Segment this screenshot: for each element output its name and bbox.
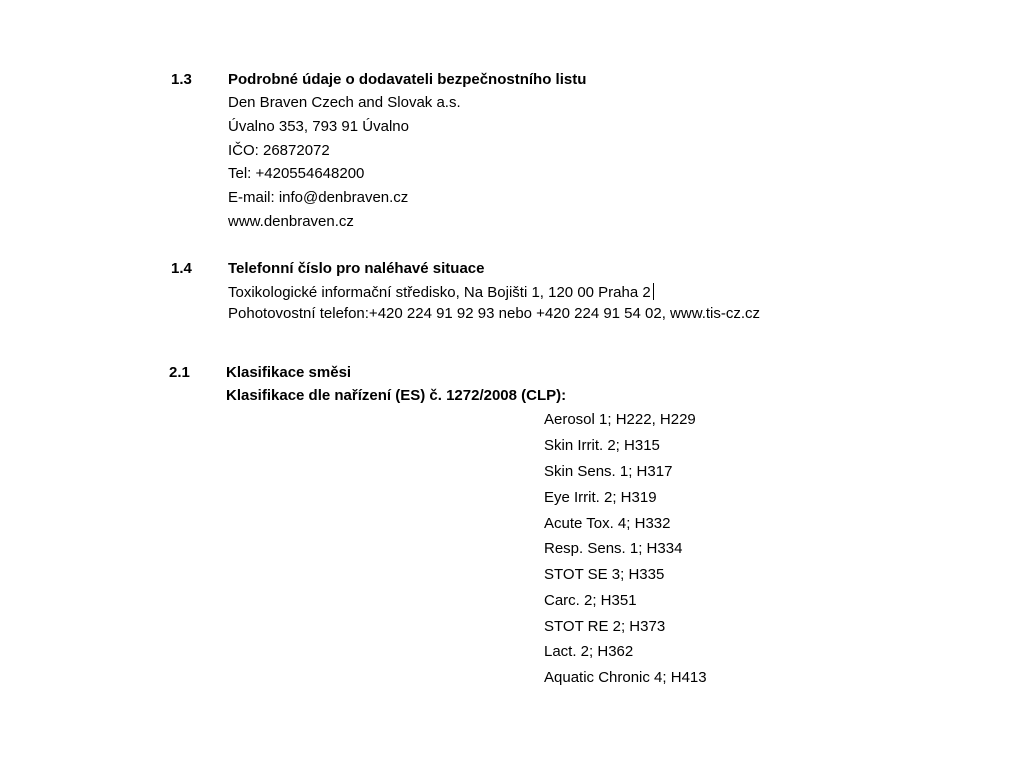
- supplier-email: E-mail: info@denbraven.cz: [228, 189, 409, 206]
- classification-item: STOT RE 2; H373: [544, 618, 666, 635]
- emergency-center-text: Toxikologické informační středisko, Na Bojišti 1, 120 00 Praha 2: [228, 284, 651, 301]
- section-number-2-1: 2.1: [169, 364, 190, 381]
- section-title-1-3: Podrobné údaje o dodavateli bezpečnostního listu: [228, 71, 587, 88]
- supplier-name: Den Braven Czech and Slovak a.s.: [228, 94, 461, 111]
- classification-item: Eye Irrit. 2; H319: [544, 489, 657, 506]
- section-number-1-3: 1.3: [171, 71, 192, 88]
- classification-item: Skin Irrit. 2; H315: [544, 437, 660, 454]
- section-title-1-4: Telefonní číslo pro naléhavé situace: [228, 260, 485, 277]
- classification-item: Carc. 2; H351: [544, 592, 637, 609]
- emergency-line-1: [228, 283, 654, 303]
- classification-item: STOT SE 3; H335: [544, 566, 665, 583]
- supplier-address: Úvalno 353, 793 91 Úvalno: [228, 118, 409, 135]
- classification-item: Acute Tox. 4; H332: [544, 515, 671, 532]
- section-title-2-1: Klasifikace směsi: [226, 364, 352, 381]
- classification-item: Skin Sens. 1; H317: [544, 463, 673, 480]
- classification-item: Aerosol 1; H222, H229: [544, 411, 696, 428]
- supplier-ico: IČO: 26872072: [228, 142, 330, 159]
- classification-subtitle: Klasifikace dle nařízení (ES) č. 1272/2008 (CLP):: [226, 387, 567, 404]
- supplier-website: www.denbraven.cz: [228, 213, 354, 230]
- section-number-1-4: 1.4: [171, 260, 192, 277]
- supplier-tel: Tel: +420554648200: [228, 165, 365, 182]
- emergency-line-2: Pohotovostní telefon:+420 224 91 92 93 nebo +420 224 91 54 02, www.tis-cz.cz: [228, 305, 761, 322]
- classification-item: Lact. 2; H362: [544, 643, 634, 660]
- text-cursor: [653, 283, 654, 300]
- classification-item: Resp. Sens. 1; H334: [544, 540, 683, 557]
- classification-item: Aquatic Chronic 4; H413: [544, 669, 707, 686]
